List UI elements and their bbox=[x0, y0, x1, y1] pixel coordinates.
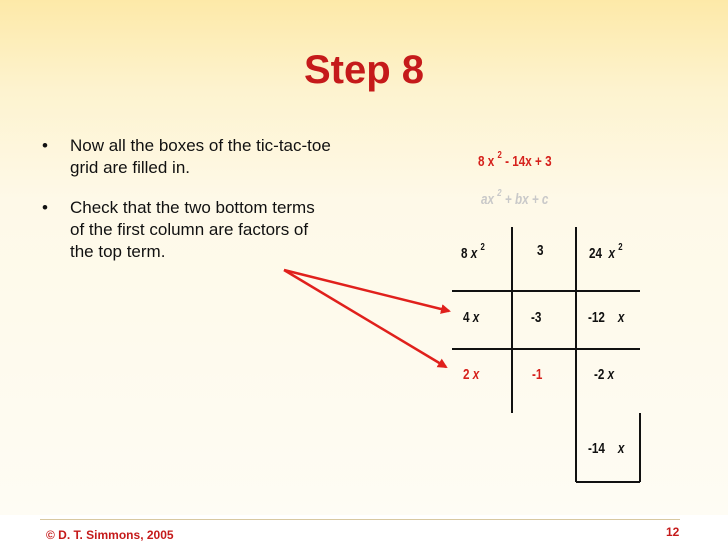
page-number: 12 bbox=[666, 525, 680, 539]
bullet-item: • Now all the boxes of the tic-tac-toe grid are filled in. bbox=[42, 135, 332, 179]
bullet-list bbox=[42, 135, 332, 281]
cell-r1c3: 24 x $^2$ bbox=[589, 242, 623, 262]
cell-r1c1: 8 x $^2$ bbox=[461, 242, 485, 262]
cell-r3c1: 2 x bbox=[463, 366, 480, 383]
cell-r3c2: -1 bbox=[532, 366, 543, 383]
bullet-item: • Check that the two bottom terms of the first column are factors of the top term. bbox=[42, 197, 332, 263]
quadratic-expression: 8 x $^2$ - 14x + 3 bbox=[478, 150, 552, 170]
cell-r2c3: -12 x bbox=[588, 309, 625, 326]
cell-r2c1: 4 x bbox=[463, 309, 480, 326]
arrow-to-2x bbox=[284, 270, 446, 367]
cell-r4c3: -14 x bbox=[588, 440, 625, 457]
cell-r1c2: 3 bbox=[537, 242, 544, 259]
copyright-text: © D. T. Simmons, 2005 bbox=[46, 528, 174, 542]
footer-divider bbox=[40, 519, 680, 520]
cell-r3c3: -2 x bbox=[594, 366, 615, 383]
general-form-expression: ax $^2$ + bx + c bbox=[481, 188, 549, 208]
slide-title: Step 8 bbox=[303, 48, 425, 92]
cell-r2c2: -3 bbox=[531, 309, 542, 326]
